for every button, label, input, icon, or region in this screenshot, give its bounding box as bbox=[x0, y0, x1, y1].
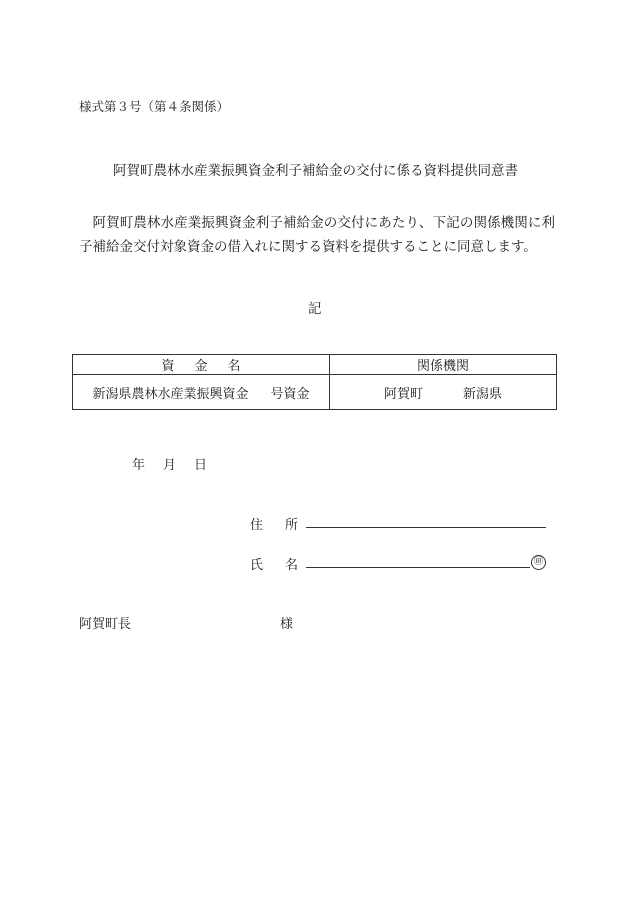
name-field[interactable] bbox=[306, 567, 530, 568]
document-title: 阿賀町農林水産業振興資金利子補給金の交付に係る資料提供同意書 bbox=[113, 163, 518, 179]
date-year-label: 年 bbox=[132, 458, 146, 473]
fund-table bbox=[72, 354, 557, 410]
fund-name-cell[interactable] bbox=[73, 375, 330, 410]
fund-name-text: 新潟県農林水産業振興資金 bbox=[92, 386, 249, 402]
address-field[interactable] bbox=[306, 527, 546, 528]
date-month-label: 月 bbox=[163, 458, 177, 473]
label-char: 住 bbox=[250, 518, 264, 533]
date-field[interactable] bbox=[132, 454, 207, 473]
agencies-cell bbox=[330, 375, 557, 410]
label-char: 名 bbox=[285, 558, 299, 573]
label-char: 所 bbox=[285, 518, 299, 533]
addressee: 阿賀町長 bbox=[79, 617, 132, 632]
label-char: 氏 bbox=[250, 558, 264, 573]
header-char: 資 bbox=[161, 359, 175, 374]
seal-mark: ㊞ bbox=[531, 555, 546, 570]
form-number: 様式第３号（第４条関係） bbox=[79, 99, 230, 114]
consent-statement: 阿賀町農林水産業振興資金利子補給金の交付にあたり、下記の関係機関に利子補給金交付対象資金の借入れに関する資料を提供することに同意します。 bbox=[79, 215, 555, 255]
header-char: 名 bbox=[227, 359, 241, 374]
agencies-header: 関係機関 bbox=[330, 355, 557, 375]
fund-suffix-text: 号資金 bbox=[270, 386, 310, 402]
table-row bbox=[73, 375, 557, 410]
agency-aga-town: 阿賀町 bbox=[383, 386, 423, 402]
address-label bbox=[250, 514, 298, 533]
table-header-row bbox=[73, 355, 557, 375]
name-label bbox=[250, 554, 298, 573]
agency-niigata-pref: 新潟県 bbox=[463, 386, 503, 402]
fund-name-header bbox=[73, 355, 330, 375]
header-char: 金 bbox=[194, 359, 208, 374]
date-day-label: 日 bbox=[194, 458, 208, 473]
ki-heading: 記 bbox=[308, 301, 322, 317]
honorific: 様 bbox=[280, 617, 294, 632]
